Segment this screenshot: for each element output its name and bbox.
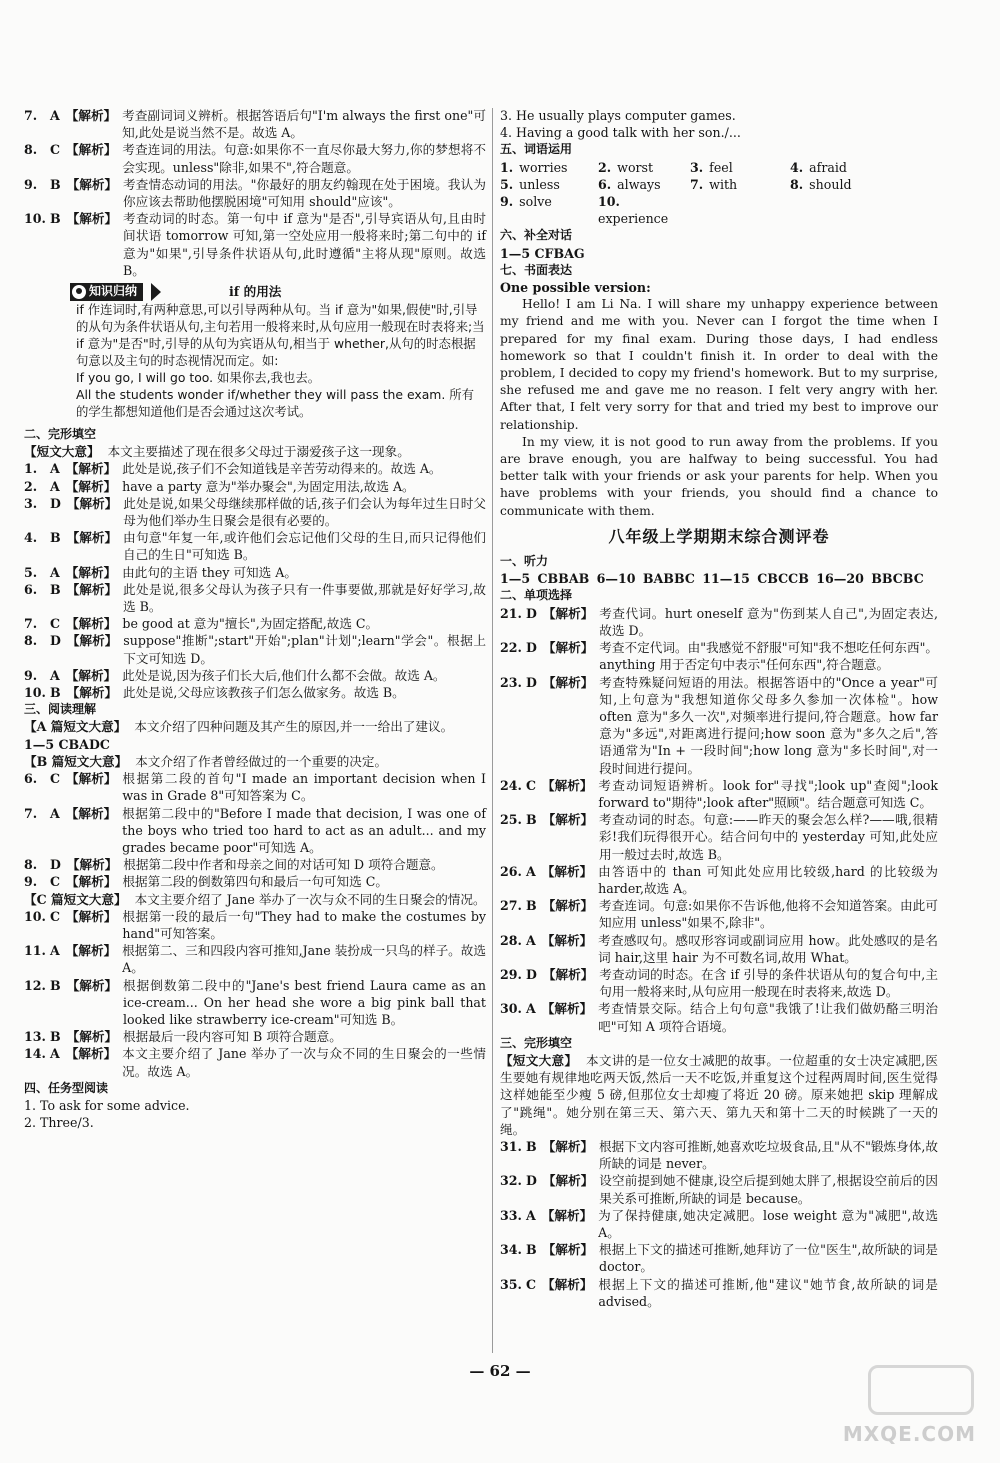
- answer-letter: A: [526, 1207, 536, 1223]
- answer-entry: [24, 141, 486, 175]
- question-number: 11.: [24, 943, 46, 959]
- analysis-tag: 【解析】: [542, 966, 594, 982]
- summary-paragraph: 【C 篇短文大意】 本文主要介绍了 Jane 举办了一次与众不同的生日聚会的情况。: [24, 891, 486, 907]
- answer-line: 1—5 CFBAG: [500, 245, 585, 261]
- answer-letter: B: [50, 581, 61, 597]
- answer-entry: [24, 210, 486, 279]
- analysis-tag: 【解析】: [66, 771, 117, 787]
- word-answers-grid: [500, 159, 938, 228]
- summary-paragraph: 【A 篇短文大意】 本文介绍了四种问题及其产生的原因,并一一给出了建议。: [24, 719, 454, 735]
- answer-entry: [500, 863, 938, 897]
- answer-letter: A: [526, 1001, 536, 1017]
- answer-entry: [24, 632, 486, 666]
- answer-entry: [24, 495, 486, 529]
- answer-entry: [24, 1028, 486, 1045]
- analysis-tag: 【解析】: [542, 1173, 594, 1189]
- answer-entry: [500, 1207, 938, 1241]
- watermark-text: MXQE.COM: [842, 1421, 976, 1446]
- answer-entry: [500, 966, 938, 1000]
- answer-entry: [500, 777, 938, 811]
- answer-entry: [24, 873, 486, 890]
- answer-letter: D: [526, 640, 537, 656]
- analysis-tag: 【解析】: [66, 530, 118, 546]
- watermark-logo: [842, 1365, 980, 1446]
- analysis-text: 考查情景交际。结合上句句意"我饿了!让我们做奶酪三明治吧"可知 A 项符合语境。: [598, 1001, 938, 1034]
- question-number: 7.: [24, 108, 38, 123]
- analysis-text: 考查副词词义辨析。根据答语后句"I'm always the first one"可知,此处是说当然不是。故选 A。: [122, 108, 486, 141]
- analysis-tag: 【解析】: [542, 1138, 594, 1154]
- word-answer: 3. feel: [690, 159, 733, 175]
- left-column: [24, 107, 486, 1131]
- word-answer: 5. unless: [500, 176, 560, 192]
- answer-entry: [24, 176, 486, 210]
- question-number: 28.: [500, 932, 522, 948]
- analysis-text: 根据倒数第二段中的"Jane's best friend Laura came as an ice-cream... On her head she wore a big pink ball that looked like strawberry ice-cream"可知选 B。: [123, 977, 486, 1027]
- analysis-text: 考查动词的时态。句意:——昨天的聚会怎么样?——哦,很精彩!我们玩得很开心。结合问句中的 yesterday 可知,此处应用一般过去时,故选 B。: [599, 812, 938, 862]
- question-number: 12.: [24, 977, 46, 993]
- answer-group: [24, 107, 486, 279]
- answer-letter: C: [50, 908, 61, 924]
- question-number: 34.: [500, 1242, 522, 1258]
- word-answer: 8. should: [790, 176, 852, 192]
- answer-letter: D: [50, 495, 61, 511]
- analysis-text: 根据最后一段内容可知 B 项符合题意。: [123, 1029, 342, 1045]
- summary-paragraph: 【短文大意】 本文讲的是一位女士减肥的故事。一位超重的女士决定减肥,医生要她有规律地吃两天饭,然后一天不吃饭,并重复这个过程两周时间,医生觉得这样她能至少瘦 5 磅,但那位女士却瘦了将近 20 磅。原来她把 skip 理解成了"跳绳"。她分别在第三天、第六天、第九天和第十二天的时候跳了一天的绳。: [500, 1052, 938, 1137]
- question-number: 14.: [24, 1046, 46, 1062]
- analysis-tag: 【解析】: [66, 211, 118, 227]
- answer-letter: D: [50, 633, 61, 649]
- right-column: [500, 107, 938, 1310]
- answer-letter: D: [50, 857, 61, 873]
- answer-entry: [24, 805, 486, 857]
- answer-entry: [24, 1045, 486, 1079]
- analysis-text: 由句意"年复一年,或许他们会忘记他们父母的生日,而只记得他们自己的生日"可知选 B。: [123, 530, 486, 563]
- section-heading: 七、书面表达: [500, 262, 573, 277]
- analysis-tag: 【解析】: [542, 605, 594, 621]
- analysis-text: have a party 意为"举办聚会",为固定用法,故选 A。: [122, 478, 415, 494]
- answer-letter: C: [50, 874, 61, 890]
- section-heading: 二、单项选择: [500, 588, 573, 603]
- question-number: 6.: [24, 581, 38, 597]
- analysis-tag: 【解析】: [66, 857, 118, 873]
- question-number: 27.: [500, 898, 522, 914]
- task-answer: 4. Having a good talk with her son./...: [500, 125, 741, 141]
- summary-paragraph: 【B 篇短文大意】 本文介绍了作者曾经做过的一个重要的决定。: [24, 753, 388, 769]
- section-heading: 三、完形填空: [500, 1035, 573, 1050]
- word-answer: 6. always: [598, 176, 661, 192]
- analysis-text: 由答语中的 than 可知此处应用比较级,hard 的比较级为 harder,故选 A。: [598, 863, 938, 896]
- analysis-tag: 【解析】: [66, 1029, 118, 1045]
- answer-letter: B: [50, 176, 61, 192]
- word-answer: 10. experience: [598, 194, 669, 227]
- answer-line: 1—5 CBADC: [24, 736, 110, 752]
- answer-entry: [24, 529, 486, 563]
- analysis-tag: 【解析】: [65, 461, 117, 477]
- answer-entry: [500, 639, 938, 673]
- analysis-text: 此处是说,如果父母继续那样做的话,孩子们会认为每年过生日时父母为他们举办生日聚会是很有必要的。: [123, 495, 486, 529]
- question-number: 9.: [24, 176, 38, 192]
- question-number: 24.: [500, 777, 522, 793]
- essay-paragraph: Hello! I am Li Na. I will share my unhappy experience between my friend and me with you. Never can I forgot the time when I prepared for my final exam. During those days, I had endless homework so that I couldn't finish it. In order to deal with the problem, I decided to copy my friend's homework. But to my surprise, she refused me and gave me no reason. I felt very angry with her. After that, I felt very sorry for that and tried my best to improve our relationship.: [500, 297, 938, 432]
- question-number: 30.: [500, 1001, 522, 1017]
- word-answer: 2. worst: [598, 159, 654, 175]
- question-number: 10.: [24, 211, 46, 227]
- analysis-text: 根据上下文的描述可推断,他"建议"她节食,故所缺的词是 advised。: [598, 1276, 938, 1309]
- arrow-icon: [151, 283, 161, 301]
- question-number: 23.: [500, 674, 522, 690]
- answer-entry: [24, 856, 486, 873]
- question-number: 10.: [24, 685, 46, 701]
- essay-paragraph: In my view, it is not good to run away from the problems. If you are brave enough, you are halfway to being successful. You had better talk with your friends or ask your parents for help. When you have problems with your friends, you should find a chance to communicate with them.: [500, 434, 938, 518]
- analysis-tag: 【解析】: [65, 1046, 117, 1062]
- knowledge-tip-box: [70, 283, 486, 420]
- answer-entry: [500, 897, 938, 931]
- answer-letter: D: [526, 1173, 537, 1189]
- answer-letter: A: [50, 667, 60, 683]
- sample-essay: [500, 296, 938, 520]
- analysis-text: 此处是说,父母应该教孩子们怎么做家务。故选 B。: [123, 685, 405, 701]
- answer-letter: A: [526, 932, 536, 948]
- answer-entry: [24, 460, 486, 477]
- answer-entry: [24, 107, 486, 141]
- answer-entry: [24, 770, 486, 804]
- question-number: 32.: [500, 1173, 522, 1189]
- sample-label: One possible version:: [500, 280, 651, 296]
- question-number: 26.: [500, 863, 522, 879]
- analysis-text: 考查情态动词的用法。"你最好的朋友约翰现在处于困境。我认为你应该去帮助他摆脱困境"可知用 should"应该"。: [123, 176, 486, 210]
- question-number: 35.: [500, 1276, 522, 1292]
- analysis-tag: 【解析】: [65, 478, 117, 494]
- analysis-text: 根据第二、三和四段内容可推知,Jane 装扮成一只鸟的样子。故选 A。: [122, 943, 486, 976]
- analysis-tag: 【解析】: [66, 633, 118, 649]
- answer-entry: [500, 1241, 938, 1275]
- answer-group: [24, 908, 486, 1080]
- analysis-text: 根据第二段中作者和母亲之间的对话可知 D 项符合题意。: [123, 857, 444, 873]
- section-heading: 四、任务型阅读: [24, 1080, 109, 1095]
- answer-entry: [500, 674, 938, 777]
- analysis-tag: 【解析】: [65, 667, 117, 683]
- answer-letter: A: [50, 1046, 60, 1062]
- question-number: 1.: [24, 461, 38, 477]
- analysis-text: 为了保持健康,她决定减肥。lose weight 意为"减肥",故选 A。: [598, 1207, 938, 1240]
- task-answer: 2. Three/3.: [24, 1115, 94, 1131]
- answer-letter: B: [50, 211, 61, 227]
- answer-letter: C: [50, 142, 61, 158]
- answer-group: [24, 770, 486, 890]
- tip-line: If you go, I will go too. 如果你去,我也去。: [76, 370, 321, 386]
- analysis-tag: 【解析】: [66, 495, 118, 511]
- analysis-text: 此处是说,很多父母认为孩子只有一件事要做,那就是好好学习,故选 B。: [123, 581, 486, 615]
- analysis-text: 设空前提到她不健康,设空后提到她太胖了,根据设空前后的因果关系可推断,所缺的词是 because。: [599, 1173, 938, 1206]
- question-number: 21.: [500, 605, 522, 621]
- answer-letter: B: [50, 1029, 61, 1045]
- answer-entry: [500, 1276, 938, 1310]
- section-heading: 二、完形填空: [24, 427, 97, 442]
- analysis-tag: 【解析】: [66, 977, 118, 993]
- question-number: 3.: [24, 495, 38, 511]
- analysis-text: 考查不定代词。由"我感觉不舒服"可知"我不想吃任何东西"。anything 用于否定句中表示"任何东西",符合题意。: [599, 640, 938, 673]
- analysis-text: 考查特殊疑问短语的用法。根据答语中的"Once a year"可知,上句意为"我想知道你父母多久参加一次体检"。how often 意为"多久一次",对频率进行提问,符合题意。how far 意为"多远",对距离进行提问;how soon 意为"多久之后",答语通常为"In + 一段时间";how long 意为"多长时间",对一段时间进行提问。: [599, 674, 938, 776]
- analysis-tag: 【解析】: [542, 640, 594, 656]
- word-answer: 7. with: [690, 176, 738, 192]
- question-number: 10.: [24, 908, 46, 924]
- analysis-text: 此处是说,孩子们不会知道钱是辛苦劳动得来的。故选 A。: [122, 461, 442, 477]
- tip-line: if 作连词时,有两种意思,可以引导两种从句。当 if 意为"如果,假使"时,引导的从句为条件状语从句,主句若用一般将来时,从句应用一般现在时表将来;当 if 意为"是否"时,引导的从句为宾语从句,相当于 whether,从句的时态根据句意以及主句的时态视情况而定。如:: [76, 302, 485, 369]
- analysis-text: 由此句的主语 they 可知选 A。: [122, 564, 297, 580]
- answer-entry: [24, 667, 486, 684]
- question-number: 13.: [24, 1029, 46, 1045]
- analysis-text: 根据第二段中的"Before I made that decision, I was one of the boys who tried too hard to act as an adult... and my grades became poor"可知选 A。: [122, 805, 486, 855]
- analysis-text: 根据第二段的首句"I made an important decision when I was in Grade 8"可知答案为 C。: [122, 771, 486, 804]
- analysis-tag: 【解析】: [65, 805, 117, 821]
- lightbulb-icon: [72, 285, 86, 299]
- answer-letter: C: [526, 1276, 537, 1292]
- answer-letter: A: [50, 108, 60, 123]
- analysis-text: be good at 意为"擅长",为固定搭配,故选 C。: [122, 616, 379, 632]
- question-number: 7.: [24, 805, 38, 821]
- answer-entry: [500, 1000, 938, 1034]
- answer-letter: A: [50, 805, 60, 821]
- analysis-text: 考查动词短语辨析。look for"寻找";look up"查阅";look forward to"期待";look after"照顾"。结合题意可知选 C。: [598, 777, 938, 810]
- question-number: 29.: [500, 966, 522, 982]
- analysis-tag: 【解析】: [541, 1207, 593, 1223]
- answer-entry: [24, 581, 486, 615]
- answer-letter: A: [50, 564, 60, 580]
- answer-letter: C: [50, 616, 61, 632]
- summary-paragraph: 【短文大意】 本文主要描述了现在很多父母过于溺爱孩子这一现象。: [24, 444, 410, 460]
- question-number: 2.: [24, 478, 38, 494]
- answer-entry: [24, 564, 486, 581]
- analysis-text: 考查动词的时态。在含 if 引导的条件状语从句的复合句中,主句用一般将来时,从句应用一般现在时表将来,故选 D。: [599, 966, 938, 1000]
- analysis-tag: 【解析】: [66, 908, 117, 924]
- answer-letter: A: [526, 863, 536, 879]
- answer-entry: [500, 605, 938, 639]
- analysis-tag: 【解析】: [66, 616, 117, 632]
- question-number: 9.: [24, 667, 38, 683]
- analysis-text: 考查感叹句。感叹形容词或副词应用 how。此处感叹的是名词 hair,这里 hair 为不可数名词,故用 What。: [598, 932, 938, 965]
- analysis-text: 根据上下文的描述可推断,她拜访了一位"医生",故所缺的词是 doctor。: [599, 1242, 938, 1275]
- answer-entry: [500, 932, 938, 966]
- answer-letter: B: [526, 898, 537, 914]
- word-answer: 1. worries: [500, 159, 568, 175]
- answer-letter: B: [526, 1138, 537, 1154]
- answer-group: [500, 605, 938, 1035]
- question-number: 33.: [500, 1207, 522, 1223]
- analysis-tag: 【解析】: [65, 943, 117, 959]
- analysis-tag: 【解析】: [66, 874, 117, 890]
- answer-letter: A: [50, 461, 60, 477]
- answer-letter: C: [50, 771, 61, 787]
- analysis-text: 考查连词。句意:如果你不告诉他,他将不会知道答案。由此可知应用 unless"如果不,除非"。: [599, 898, 938, 931]
- section-heading: 六、补全对话: [500, 228, 573, 243]
- word-answer: 4. afraid: [790, 159, 847, 175]
- section-heading: 五、词语运用: [500, 142, 573, 157]
- analysis-tag: 【解析】: [66, 142, 117, 158]
- question-number: 7.: [24, 616, 38, 632]
- analysis-tag: 【解析】: [66, 581, 118, 597]
- analysis-tag: 【解析】: [542, 898, 594, 914]
- question-number: 25.: [500, 812, 522, 828]
- answer-letter: C: [526, 777, 537, 793]
- analysis-tag: 【解析】: [65, 108, 117, 123]
- answer-letter: A: [50, 943, 60, 959]
- analysis-text: suppose"推断";start"开始";plan"计划";learn"学会"。根据上下文可知选 D。: [123, 633, 486, 666]
- answer-letter: D: [526, 605, 537, 621]
- page-number: — 62 —: [469, 1362, 531, 1380]
- answer-letter: B: [526, 812, 537, 828]
- analysis-text: 根据第一段的最后一句"They had to make the costumes by hand"可知答案。: [122, 908, 486, 941]
- question-number: 8.: [24, 857, 38, 873]
- question-number: 4.: [24, 530, 38, 546]
- question-number: 5.: [24, 564, 38, 580]
- answer-letter: B: [50, 977, 61, 993]
- analysis-text: 根据下文内容可推断,她喜欢吃垃圾食品,且"从不"锻炼身体,故所缺的词是 never。: [599, 1138, 938, 1172]
- question-number: 6.: [24, 771, 38, 787]
- exam-title: 八年级上学期期末综合测评卷: [608, 526, 830, 546]
- analysis-tag: 【解析】: [541, 863, 593, 879]
- question-number: 31.: [500, 1138, 522, 1154]
- answer-letter: B: [50, 530, 61, 546]
- answer-letter: D: [526, 966, 537, 982]
- question-number: 8.: [24, 142, 38, 158]
- analysis-text: 本文主要介绍了 Jane 举办了一次与众不同的生日聚会的一些情况。故选 A。: [122, 1046, 486, 1079]
- analysis-text: 考查连词的用法。句意:如果你不一直尽你最大努力,你的梦想将不会实现。unless"除非,如果不",符合题意。: [122, 142, 486, 175]
- analysis-tag: 【解析】: [542, 674, 594, 690]
- answer-letter: D: [526, 674, 537, 690]
- analysis-tag: 【解析】: [542, 1242, 594, 1258]
- analysis-tag: 【解析】: [542, 777, 593, 793]
- analysis-tag: 【解析】: [65, 564, 117, 580]
- analysis-tag: 【解析】: [541, 1001, 593, 1017]
- section-heading: 一、听力: [500, 554, 549, 569]
- tip-title: if 的用法: [229, 284, 282, 300]
- analysis-tag: 【解析】: [66, 685, 118, 701]
- answer-entry: [24, 908, 486, 942]
- tip-line: All the students wonder if/whether they will pass the exam. 所有的学生都想知道他们是否会通过这次考试。: [76, 387, 475, 420]
- analysis-text: 此处是说,因为孩子们长大后,他们什么都不会做。故选 A。: [122, 667, 446, 683]
- task-answer: 1. To ask for some advice.: [24, 1097, 190, 1113]
- tip-badge: 知识归纳: [70, 283, 143, 301]
- question-number: 9.: [24, 874, 38, 890]
- answer-entry: [500, 811, 938, 863]
- analysis-tag: 【解析】: [541, 932, 593, 948]
- answer-letter: B: [526, 1242, 537, 1258]
- listening-answers: 1—5 CBBAB 6—10 BABBC 11—15 CBCCB 16—20 BBCBC: [500, 571, 924, 587]
- watermark-badge-icon: [868, 1365, 974, 1415]
- answer-group: [24, 460, 486, 701]
- answer-letter: B: [50, 685, 61, 701]
- answer-entry: [24, 942, 486, 976]
- analysis-tag: 【解析】: [542, 1276, 593, 1292]
- answer-entry: [24, 684, 486, 701]
- answer-entry: [24, 478, 486, 495]
- analysis-text: 考查动词的时态。第一句中 if 意为"是否",引导宾语从句,且由时间状语 tomorrow 可知,第一空处应用一般将来时;第二句中的 if 意为"如果",引导条件状语从句,此时遵循"主将从现"原则。故选 B。: [123, 211, 486, 278]
- analysis-text: 考查代词。hurt oneself 意为"伤到某人自己",为固定表达,故选 D。: [599, 605, 938, 638]
- column-divider: [492, 108, 493, 1353]
- answer-entry: [24, 977, 486, 1029]
- question-number: 8.: [24, 633, 38, 649]
- answer-entry: [500, 1172, 938, 1206]
- question-number: 22.: [500, 640, 522, 656]
- analysis-tag: 【解析】: [542, 812, 594, 828]
- answer-entry: [24, 615, 486, 632]
- task-answer: 3. He usually plays computer games.: [500, 108, 736, 123]
- word-answer: 9. solve: [500, 194, 552, 210]
- answer-letter: A: [50, 478, 60, 494]
- analysis-text: 根据第二段的倒数第四句和最后一句可知选 C。: [122, 874, 388, 890]
- answer-entry: [500, 1138, 938, 1172]
- section-heading: 三、阅读理解: [24, 702, 97, 717]
- analysis-tag: 【解析】: [66, 176, 118, 192]
- answer-group: [500, 1138, 938, 1310]
